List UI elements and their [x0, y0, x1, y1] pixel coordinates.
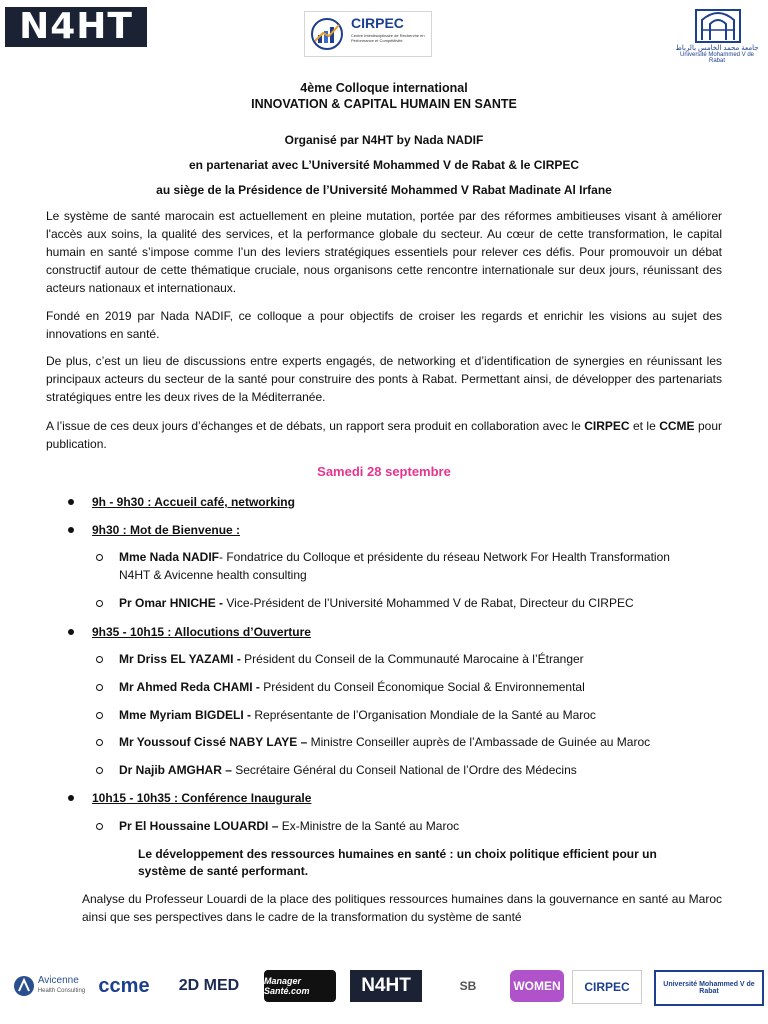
speaker-naby-laye — [119, 733, 650, 751]
history-paragraph: Fondé en 2019 par Nada NADIF, ce colloque a pour objectifs de croiser les regards et enrichir les visions au sujet des innovations en santé. — [46, 309, 722, 341]
conference-topic-line2: système de santé performant. — [138, 864, 309, 878]
speaker-nadif-role-cont: N4HT & Avicenne health consulting — [119, 568, 307, 582]
cirpec-subtitle: Centre Interdisciplinaire de Recherche en Performance et Compétitivité — [351, 33, 425, 43]
speaker-hniche — [119, 594, 634, 612]
report-cirpec: CIRPEC — [584, 419, 630, 433]
speaker-nadif — [119, 548, 729, 566]
avicenne-sub: Health Consulting — [37, 988, 86, 994]
um5-logo — [672, 4, 762, 64]
report-paragraph — [46, 417, 722, 453]
sub-bullet-circle — [96, 684, 103, 691]
avicenne-mark-icon — [13, 975, 35, 997]
speaker-role: Ministre Conseiller auprès de l’Ambassade de Guinée au Maroc — [307, 735, 651, 749]
sub-bullet-circle — [96, 554, 103, 561]
speaker-role: Secrétaire Général du Conseil National de l’Ordre des Médecins — [231, 763, 577, 777]
speaker-role: Vice-Président de l’Université Mohammed V de Rabat, Directeur du CIRPEC — [223, 596, 634, 610]
speaker-role: Ex-Ministre de la Santé au Maroc — [278, 819, 460, 833]
speaker-bigdeli — [119, 706, 596, 724]
header — [0, 0, 768, 70]
n4ht-logo: N4HT — [5, 7, 147, 47]
sub-bullet-circle — [96, 767, 103, 774]
speaker-name: Mme Nada NADIF — [119, 550, 220, 564]
um5-footer-logo: Université Mohammed V de Rabat — [654, 970, 764, 1006]
ccme-logo: ccme — [98, 974, 150, 997]
um5-emblem-icon — [692, 4, 744, 44]
sub-bullet-circle — [96, 656, 103, 663]
avicenne-logo — [12, 970, 86, 1002]
conference-description: Analyse du Professeur Louardi de la place des politiques ressources humaines dans la gouvernance en santé au Maroc ainsi que ses perspectives dans le cadre de la transformation du système de santé — [82, 892, 722, 924]
report-ccme: CCME — [659, 419, 695, 433]
speaker-el-yazami — [119, 650, 584, 668]
speaker-louardi — [119, 817, 459, 835]
cirpec-name: CIRPEC — [351, 15, 404, 31]
speaker-chami — [119, 678, 585, 696]
sub-bullet-circle — [96, 712, 103, 719]
speaker-name: Pr El Houssaine LOUARDI – — [119, 819, 279, 833]
day-heading: Samedi 28 septembre — [317, 464, 451, 479]
bullet-dot — [68, 629, 74, 635]
speaker-name: Mr Youssouf Cissé NABY LAYE – — [119, 735, 308, 749]
report-text-1: A l’issue de ces deux jours d’échanges et de débats, un rapport sera produit en collaboration avec le — [46, 419, 585, 433]
speaker-role: Président du Conseil de la Communauté Marocaine à l’Étranger — [240, 652, 584, 666]
organiser-line: Organisé par N4HT by Nada NADIF — [284, 133, 484, 147]
bullet-dot — [68, 499, 74, 505]
session-opening: 9h35 - 10h15 : Allocutions d’Ouverture — [92, 625, 311, 639]
speaker-role: - Fondatrice du Colloque et présidente du réseau Network For Health Transformation — [219, 550, 670, 564]
conference-topic-line1: Le développement des ressources humaines en santé : un choix politique efficient pour un — [138, 847, 657, 861]
sb-logo: SB — [459, 979, 477, 993]
intro-paragraph: Le système de santé marocain est actuellement en pleine mutation, portée par des réformes ambitieuses visant à améliorer l'accès aux soins, la qualité des services, et la performance globale du secteur. Au cœur de cette transformation, le capital humain en santé s’impose comme l’un des leviers stratégiques essentiels pour relever ces défis. Pour promouvoir un débat constructif autour de cette thématique cruciale, nous organisons cette rencontre internationale sur deux jours, réunissant des acteurs nationaux et internationaux. — [46, 209, 722, 295]
2dmed-logo: 2D MED — [178, 977, 240, 994]
session-welcome-word: 9h30 : Mot de Bienvenue : — [92, 523, 241, 537]
sub-bullet-circle — [96, 600, 103, 607]
cirpec-logo — [304, 11, 432, 57]
speaker-role: Représentante de l’Organisation Mondiale de la Santé au Maroc — [251, 708, 596, 722]
n4ht-footer-logo: N4HT — [350, 970, 422, 1002]
bullet-dot — [68, 795, 74, 801]
session-welcome-coffee: 9h - 9h30 : Accueil café, networking — [92, 495, 295, 509]
colloque-title-line2: INNOVATION & CAPITAL HUMAIN EN SANTE — [251, 97, 517, 111]
avicenne-name: Avicenne — [37, 975, 79, 986]
speaker-name: Mr Driss EL YAZAMI - — [119, 652, 241, 666]
partnership-line: en partenariat avec L’Université Mohammed V de Rabat & le CIRPEC — [188, 158, 580, 172]
speaker-name: Mme Myriam BIGDELI - — [119, 708, 252, 722]
colloque-title-line1: 4ème Colloque international — [300, 81, 468, 95]
report-text-3: pour publication. — [46, 419, 723, 451]
bullet-dot — [68, 527, 74, 533]
speaker-name: Dr Najib AMGHAR – — [119, 763, 232, 777]
speaker-name: Mr Ahmed Reda CHAMI - — [119, 680, 260, 694]
um5-arabic-name: جامعة محمد الخامس بالرباط — [675, 45, 759, 52]
speaker-amghar — [119, 761, 577, 779]
sub-bullet-circle — [96, 823, 103, 830]
report-text-2: et le — [629, 419, 660, 433]
session-inaugural: 10h15 - 10h35 : Conférence Inaugurale — [92, 791, 312, 805]
footer-logos — [0, 966, 768, 1006]
um5-french-name: Université Mohammed V de Rabat — [679, 52, 755, 64]
speaker-role: Président du Conseil Économique Social & Environnemental — [259, 680, 585, 694]
manager-sante-logo: Manager Santé.com — [264, 970, 336, 1002]
sub-bullet-circle — [96, 739, 103, 746]
speaker-name: Pr Omar HNICHE - — [119, 596, 224, 610]
networking-paragraph: De plus, c’est un lieu de discussions entre experts engagés, de networking et d’identification de synergies en réunissant les principaux acteurs du secteur de la santé pour construire des ponts à Rabat. Permettant ainsi, de développer des partenariats stratégiques entre les deux rives de la Méditerranée. — [46, 354, 722, 404]
venue-line: au siège de la Présidence de l’Université Mohammed V Rabat Madinate Al Irfane — [156, 183, 612, 197]
women-logo: WOMEN — [510, 970, 564, 1002]
cirpec-mark-icon — [309, 17, 345, 51]
cirpec-footer-logo: CIRPEC — [572, 970, 642, 1004]
